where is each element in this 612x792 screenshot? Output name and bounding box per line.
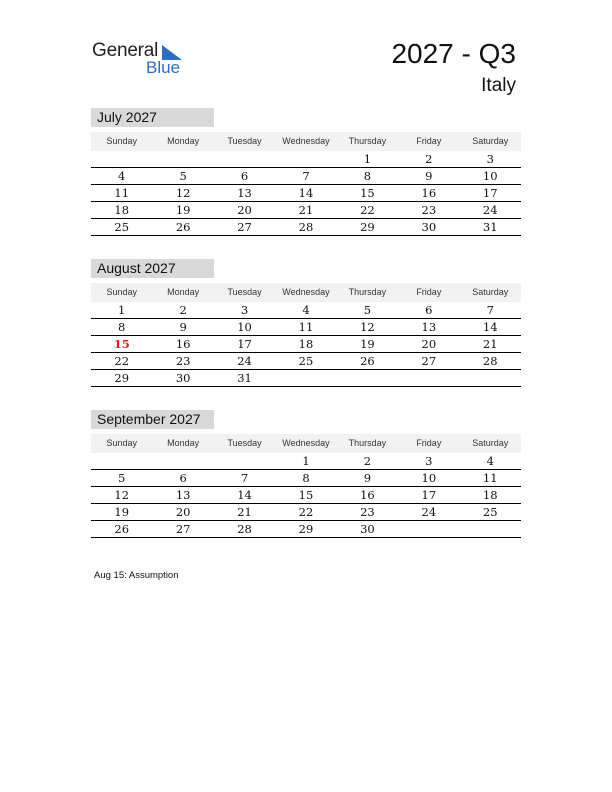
day-cell: 7 (486, 303, 494, 317)
weekday-label: Sunday (106, 438, 137, 448)
generalblue-logo (92, 40, 192, 80)
day-cell: 8 (118, 320, 126, 334)
day-cell: 14 (237, 488, 252, 502)
month-block (91, 108, 521, 236)
day-cell: 11 (114, 186, 130, 200)
day-cell: 31 (237, 371, 252, 385)
day-cell: 21 (237, 505, 252, 519)
day-cell: 25 (298, 354, 314, 368)
day-cell (214, 151, 275, 167)
day-cell: 7 (240, 471, 249, 485)
day-cell (91, 453, 152, 469)
page-title: 2027 - Q3 (391, 38, 516, 69)
weekday-label: Monday (167, 287, 200, 297)
day-cell: 1 (363, 152, 372, 166)
weekday-label: Tuesday (227, 136, 262, 146)
week-row (91, 168, 521, 185)
day-cell (275, 151, 336, 167)
day-cell: 26 (114, 522, 130, 536)
day-cell (152, 453, 213, 469)
month-block (91, 410, 521, 538)
week-row (91, 470, 521, 487)
day-cell: 10 (421, 471, 437, 485)
day-cell: 20 (421, 337, 437, 351)
weekday-header-row (91, 434, 521, 453)
day-cell: 5 (179, 169, 187, 183)
week-row (91, 185, 521, 202)
day-cell: 12 (175, 186, 191, 200)
day-cell (460, 521, 521, 537)
day-cell: 2 (363, 454, 372, 468)
week-row (91, 504, 521, 521)
weekday-label: Saturday (472, 438, 509, 448)
day-cell: 9 (179, 320, 187, 334)
day-cell: 8 (363, 169, 372, 183)
day-cell: 2 (425, 152, 433, 166)
day-cell: 25 (114, 220, 130, 234)
day-cell: 17 (421, 488, 437, 502)
day-cell: 21 (298, 203, 314, 217)
week-row (91, 370, 521, 387)
day-cell: 13 (421, 320, 437, 334)
weekday-label: Wednesday (282, 438, 330, 448)
weekday-header-row (91, 283, 521, 302)
weekday-label: Thursday (348, 438, 387, 448)
week-row (91, 151, 521, 168)
weekday-header-row (91, 132, 521, 151)
week-row (91, 202, 521, 219)
logo-text-general: General (92, 40, 159, 61)
day-cell: 31 (482, 220, 498, 234)
day-cell: 22 (298, 505, 314, 519)
day-cell: 27 (237, 220, 252, 234)
day-cell: 13 (237, 186, 252, 200)
weekday-label: Monday (167, 438, 200, 448)
day-cell: 6 (179, 471, 187, 485)
day-cell: 13 (175, 488, 191, 502)
day-cell (275, 370, 336, 386)
day-cell (91, 151, 152, 167)
day-cell: 5 (363, 303, 372, 317)
weekday-label: Monday (167, 136, 200, 146)
weekday-label: Sunday (106, 287, 137, 297)
day-cell: 19 (175, 203, 191, 217)
weekday-label: Wednesday (282, 287, 330, 297)
day-cell: 26 (360, 354, 375, 368)
day-cell: 14 (298, 186, 314, 200)
day-cell: 3 (425, 454, 433, 468)
day-cell: 15 (360, 186, 375, 200)
day-cell: 27 (421, 354, 437, 368)
day-cell: 23 (175, 354, 191, 368)
day-cell: 30 (360, 522, 375, 536)
day-cell (398, 370, 459, 386)
day-cell: 14 (482, 320, 498, 334)
day-cell (214, 453, 275, 469)
day-cell: 12 (114, 488, 130, 502)
month-title: August 2027 (91, 259, 214, 278)
month-title: September 2027 (91, 410, 214, 429)
month-title: July 2027 (91, 108, 214, 127)
day-cell: 17 (482, 186, 498, 200)
day-cell: 4 (302, 303, 310, 317)
day-cell: 10 (482, 169, 498, 183)
day-cell: 6 (425, 303, 433, 317)
week-row (91, 302, 521, 319)
day-cell: 1 (302, 454, 310, 468)
week-row (91, 487, 521, 504)
day-cell: 9 (363, 471, 372, 485)
day-cell: 30 (175, 371, 191, 385)
week-row (91, 319, 521, 336)
weekday-label: Tuesday (227, 287, 262, 297)
day-cell: 25 (482, 505, 498, 519)
day-cell (398, 521, 459, 537)
day-cell: 4 (486, 454, 494, 468)
day-cell: 24 (482, 203, 498, 217)
day-cell: 19 (114, 505, 130, 519)
day-cell: 16 (175, 337, 191, 351)
day-cell: 9 (425, 169, 433, 183)
day-cell: 10 (237, 320, 252, 334)
day-cell: 3 (240, 303, 249, 317)
logo-text-blue: Blue (146, 58, 181, 77)
day-cell: 17 (237, 337, 252, 351)
day-cell: 22 (114, 354, 130, 368)
day-cell: 12 (360, 320, 375, 334)
weekday-label: Thursday (348, 136, 387, 146)
holiday-day-cell: 15 (113, 337, 130, 351)
holiday-note: Aug 15: Assumption (94, 570, 179, 581)
country-name: Italy (481, 75, 516, 96)
day-cell: 28 (237, 522, 252, 536)
day-cell: 21 (482, 337, 498, 351)
week-row (91, 521, 521, 538)
day-cell: 5 (118, 471, 126, 485)
day-cell: 4 (118, 169, 126, 183)
day-cell: 29 (298, 522, 314, 536)
day-cell: 8 (302, 471, 310, 485)
day-cell: 1 (118, 303, 126, 317)
day-cell: 27 (175, 522, 191, 536)
week-row (91, 336, 521, 353)
day-cell: 16 (421, 186, 437, 200)
weekday-label: Thursday (348, 287, 387, 297)
weekday-label: Sunday (106, 136, 137, 146)
day-cell: 29 (114, 371, 130, 385)
day-cell: 29 (360, 220, 375, 234)
day-cell: 20 (175, 505, 191, 519)
day-cell: 30 (421, 220, 437, 234)
day-cell: 23 (421, 203, 437, 217)
week-row (91, 453, 521, 470)
weekday-label: Friday (416, 438, 442, 448)
day-cell: 26 (175, 220, 191, 234)
weekday-label: Saturday (472, 136, 509, 146)
weekday-label: Wednesday (282, 136, 330, 146)
weekday-label: Friday (416, 136, 442, 146)
day-cell: 19 (360, 337, 375, 351)
day-cell: 28 (482, 354, 498, 368)
day-cell: 23 (360, 505, 375, 519)
day-cell (337, 370, 398, 386)
day-cell: 20 (237, 203, 252, 217)
day-cell: 18 (114, 203, 130, 217)
month-block (91, 259, 521, 387)
day-cell: 24 (237, 354, 252, 368)
day-cell: 24 (421, 505, 437, 519)
day-cell: 15 (298, 488, 314, 502)
week-row (91, 353, 521, 370)
day-cell (460, 370, 521, 386)
day-cell: 22 (360, 203, 375, 217)
weekday-label: Saturday (472, 287, 509, 297)
day-cell: 3 (486, 152, 494, 166)
day-cell: 18 (298, 337, 314, 351)
weekday-label: Friday (416, 287, 442, 297)
day-cell: 11 (298, 320, 314, 334)
day-cell: 6 (240, 169, 249, 183)
day-cell: 16 (360, 488, 375, 502)
day-cell (152, 151, 213, 167)
day-cell: 18 (482, 488, 498, 502)
day-cell: 7 (302, 169, 310, 183)
weekday-label: Tuesday (227, 438, 262, 448)
day-cell: 11 (482, 471, 498, 485)
day-cell: 2 (179, 303, 187, 317)
day-cell: 28 (298, 220, 314, 234)
week-row (91, 219, 521, 236)
